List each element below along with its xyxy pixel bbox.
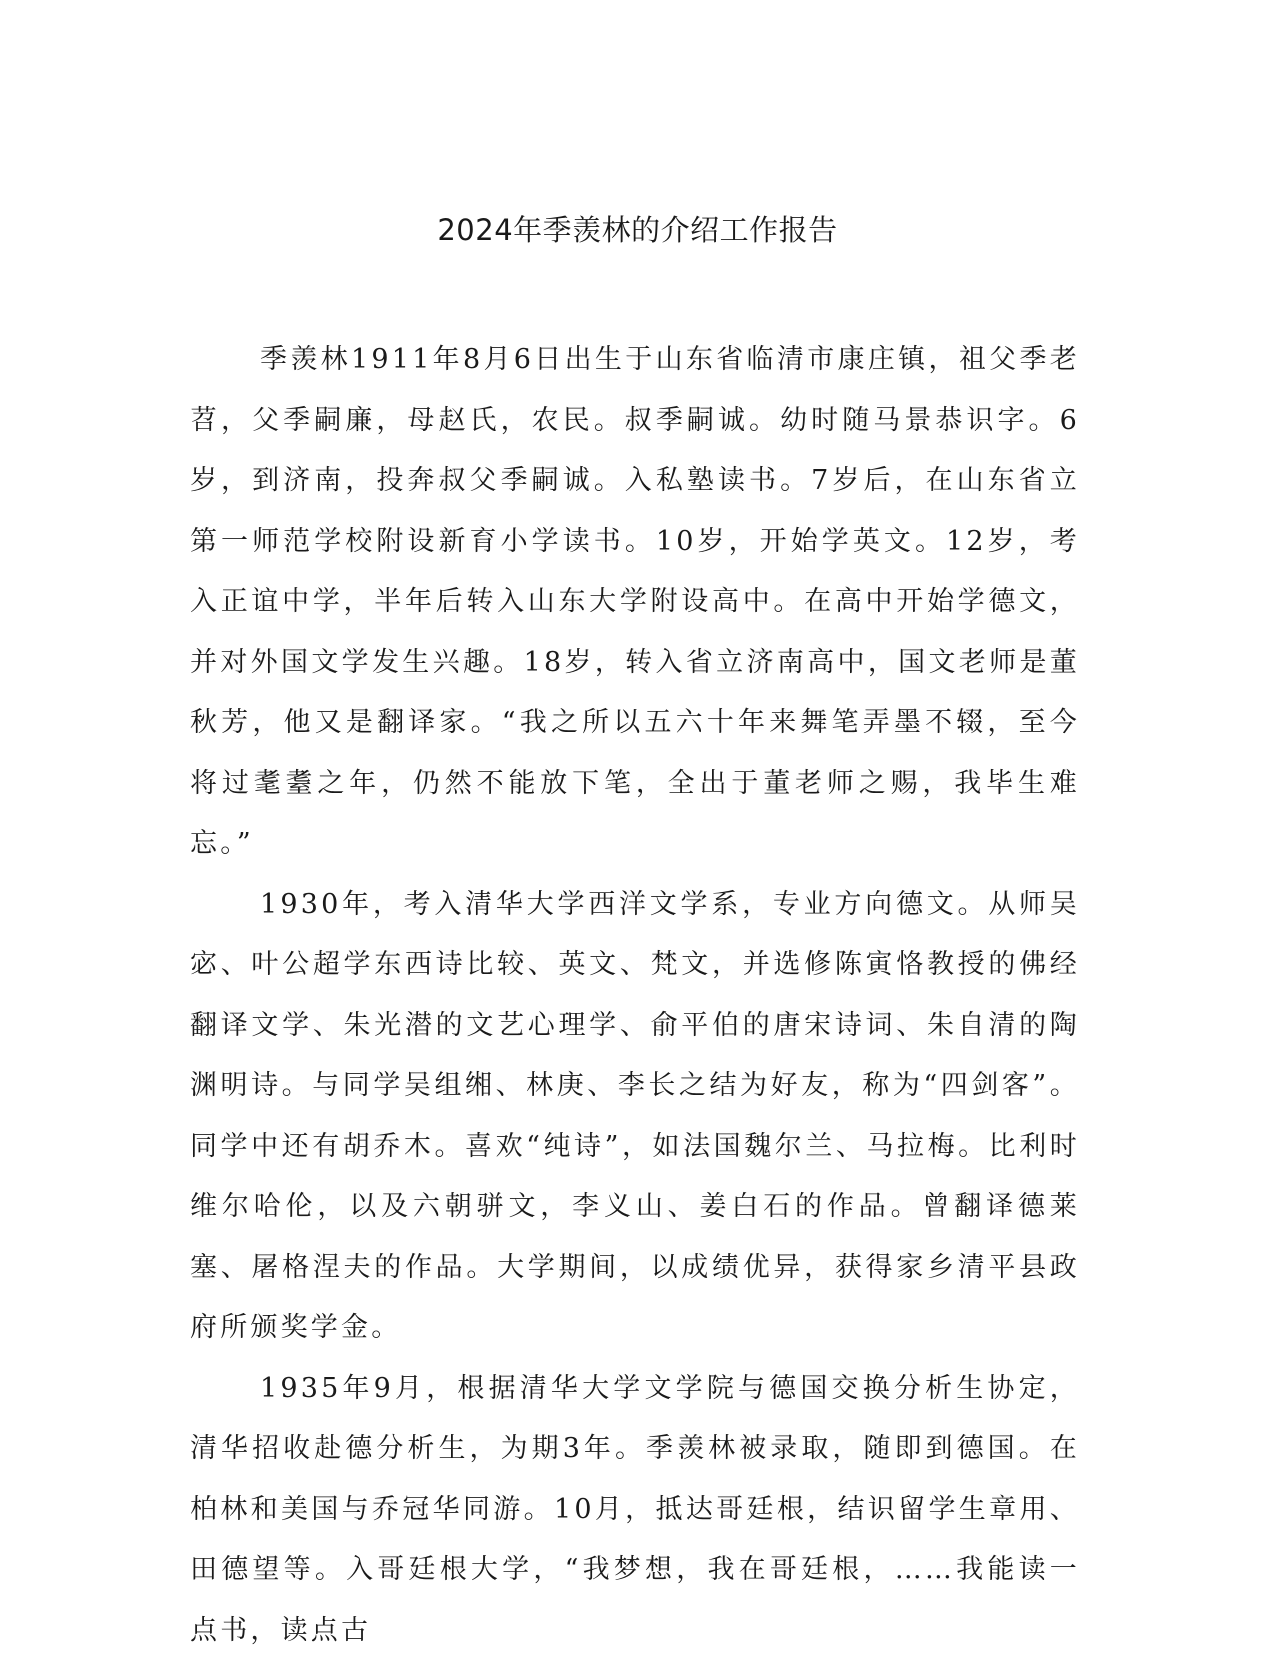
paragraph-early-life: 季羡林1911年8月6日出生于山东省临清市康庄镇，祖父季老苕，父季嗣廉，母赵氏，农民。叔季嗣诚。幼时随马景恭识字。6岁，到济南，投奔叔父季嗣诚。入私塾读书。7岁后，在山东省立第一师范学校附设新育小学读书。10岁，开始学英文。12岁，考入正谊中学，半年后转入山东大学附设高中。在高中开始学德文，并对外国文学发生兴趣。18岁，转入省立济南高中，国文老师是董秋芳，他又是翻译家。“我之所以五六十年来舞笔弄墨不辍，至今将过耄耋之年，仍然不能放下笔，全出于董老师之赐，我毕生难忘。” xyxy=(190,330,1080,875)
paragraph-germany: 1935年9月，根据清华大学文学院与德国交换分析生协定，清华招收赴德分析生，为期3年。季羡林被录取，随即到德国。在柏林和美国与乔冠华同游。10月，抵达哥廷根，结识留学生章用、田德望等。入哥廷根大学，“我梦想，我在哥廷根，……我能读一点书，读点古 xyxy=(190,1359,1080,1661)
paragraph-tsinghua: 1930年，考入清华大学西洋文学系，专业方向德文。从师吴宓、叶公超学东西诗比较、英文、梵文，并选修陈寅恪教授的佛经翻译文学、朱光潜的文艺心理学、俞平伯的唐宋诗词、朱自清的陶渊明诗。与同学吴组缃、林庚、李长之结为好友，称为“四剑客”。同学中还有胡乔木。喜欢“纯诗”，如法国魏尔兰、马拉梅。比利时维尔哈伦，以及六朝骈文，李义山、姜白石的作品。曾翻译德莱塞、屠格涅夫的作品。大学期间，以成绩优异，获得家乡清平县政府所颁奖学金。 xyxy=(190,875,1080,1359)
document-title: 2024年季羡林的介绍工作报告 xyxy=(0,210,1275,250)
document-body xyxy=(190,330,1080,1661)
